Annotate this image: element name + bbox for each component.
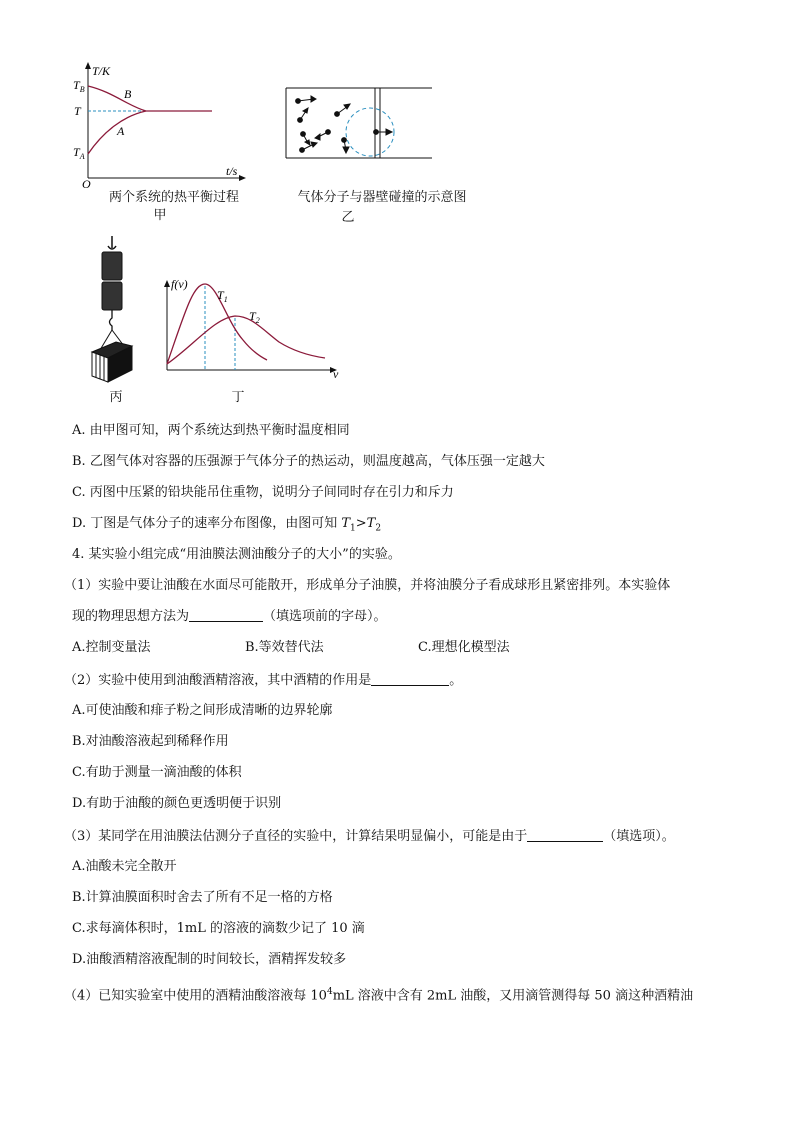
figure-ding-caption-label: 丁 [231,390,245,405]
jia-x-label: t/s [226,164,238,178]
q4-part3-option-D: D.油酸酒精溶液配制的时间较长，酒精挥发较多 [72,952,347,967]
figure-bing-lead-blocks [88,234,142,384]
q4-part3-answer-blank[interactable] [527,827,603,842]
ding-y-label: f(v) [171,277,188,291]
q3-option-D-T1: T [341,516,351,531]
jia-tick-TA: $T_A$ [73,145,85,161]
bing-lead-block-lower [102,282,122,310]
q3-option-A: A. 由甲图可知，两个系统达到热平衡时温度相同 [72,423,350,438]
ding-x-label: v [333,367,339,378]
q4-part3-option-B: B.计算油膜面积时舍去了所有不足一格的方格 [72,890,333,905]
q4-part2-option-B: B.对油酸溶液起到稀释作用 [72,734,229,749]
q4-part1-line1: （1）实验中要让油酸在水面尽可能散开，形成单分子油膜，并将油膜分子看成球形且紧密排列。本实验体 [64,578,671,593]
figure-yi-caption-label: 乙 [341,210,355,225]
figure-bing-caption-label: 丙 [109,390,123,405]
jia-y-arrow [85,62,91,69]
figure-yi-caption-desc: 气体分子与器壁碰撞的示意图 [297,190,467,205]
jia-tick-T: T [74,104,81,118]
ding-curve-T2 [167,316,325,364]
figure-ding-speed-distribution [155,272,345,378]
ding-T1-label: $T_1$ [217,288,228,304]
jia-tick-TB: $T_B$ [73,78,85,94]
q4-part3-option-A: A.油酸未完全散开 [72,859,177,874]
jia-curve-B-label: B [124,87,132,101]
ding-y-arrow [164,280,170,287]
q3-option-D-T2: T [366,516,376,531]
q4-part1-option-B: B.等效替代法 [245,640,324,655]
q4-part1-option-A: A.控制变量法 [72,640,151,655]
q4-part2-option-C: C.有助于测量一滴油酸的体积 [72,765,242,780]
q4-part3-stem: （3）某同学在用油膜法估测分子直径的实验中，计算结果明显偏小，可能是由于 （填选项）。 [64,829,675,844]
q3-option-C: C. 丙图中压紧的铅块能吊住重物，说明分子间同时存在引力和斥力 [72,485,454,500]
q4-part4-stem: （4）已知实验室中使用的酒精油酸溶液每 $10^4mL$ 溶液中含有 2mL 油酸，又用滴管测得每 50 滴这种酒精油 [64,987,694,1004]
q4-part1-line2: 现的物理思想方法为 （填选项前的字母）。 [72,609,387,624]
q3-option-B: B. 乙图气体对容器的压强源于气体分子的热运动，则温度越高，气体压强一定越大 [72,454,545,469]
figure-jia-caption-desc: 两个系统的热平衡过程 [108,190,239,205]
q3-option-D-text: D. 丁图是气体分子的速率分布图像，由图可知 [72,516,342,531]
bing-lower-hook [110,310,113,330]
ding-T2-label: $T_2$ [249,309,260,325]
q4-part2-stem: （2）实验中使用到油酸酒精溶液，其中酒精的作用是 。 [64,673,463,688]
figure-jia-caption-label: 甲 [153,208,167,223]
bing-weight [92,342,132,382]
q4-part2-answer-blank[interactable] [371,671,449,686]
q4-part3-option-C: C.求每滴体积时，1mL 的溶液的滴数少记了 10 滴 [72,921,365,936]
jia-origin: O [82,177,91,190]
jia-y-label: T/K [92,64,111,78]
jia-curve-A-label: A [117,124,125,138]
q4-part2-option-D: D.有助于油酸的颜色更透明便于识别 [72,796,282,811]
q4-part2-option-A: A.可使油酸和痱子粉之间形成清晰的边界轮廓 [72,703,333,718]
figure-jia-thermal-equilibrium [68,58,248,190]
q4-part1-answer-blank[interactable] [189,607,263,622]
yi-piston [375,88,380,158]
q4-part1-option-C: C.理想化模型法 [418,640,510,655]
q4-stem: 4. 某实验小组完成“用油膜法测油酸分子的大小”的实验。 [72,547,401,562]
jia-x-arrow [239,175,246,181]
jia-curve-B [88,86,212,111]
q3-option-D: D. 丁图是气体分子的速率分布图像，由图可知 $T_1>T_2$ [72,516,382,534]
bing-lead-block-upper [102,252,122,280]
figure-yi-gas-collision [284,86,434,160]
